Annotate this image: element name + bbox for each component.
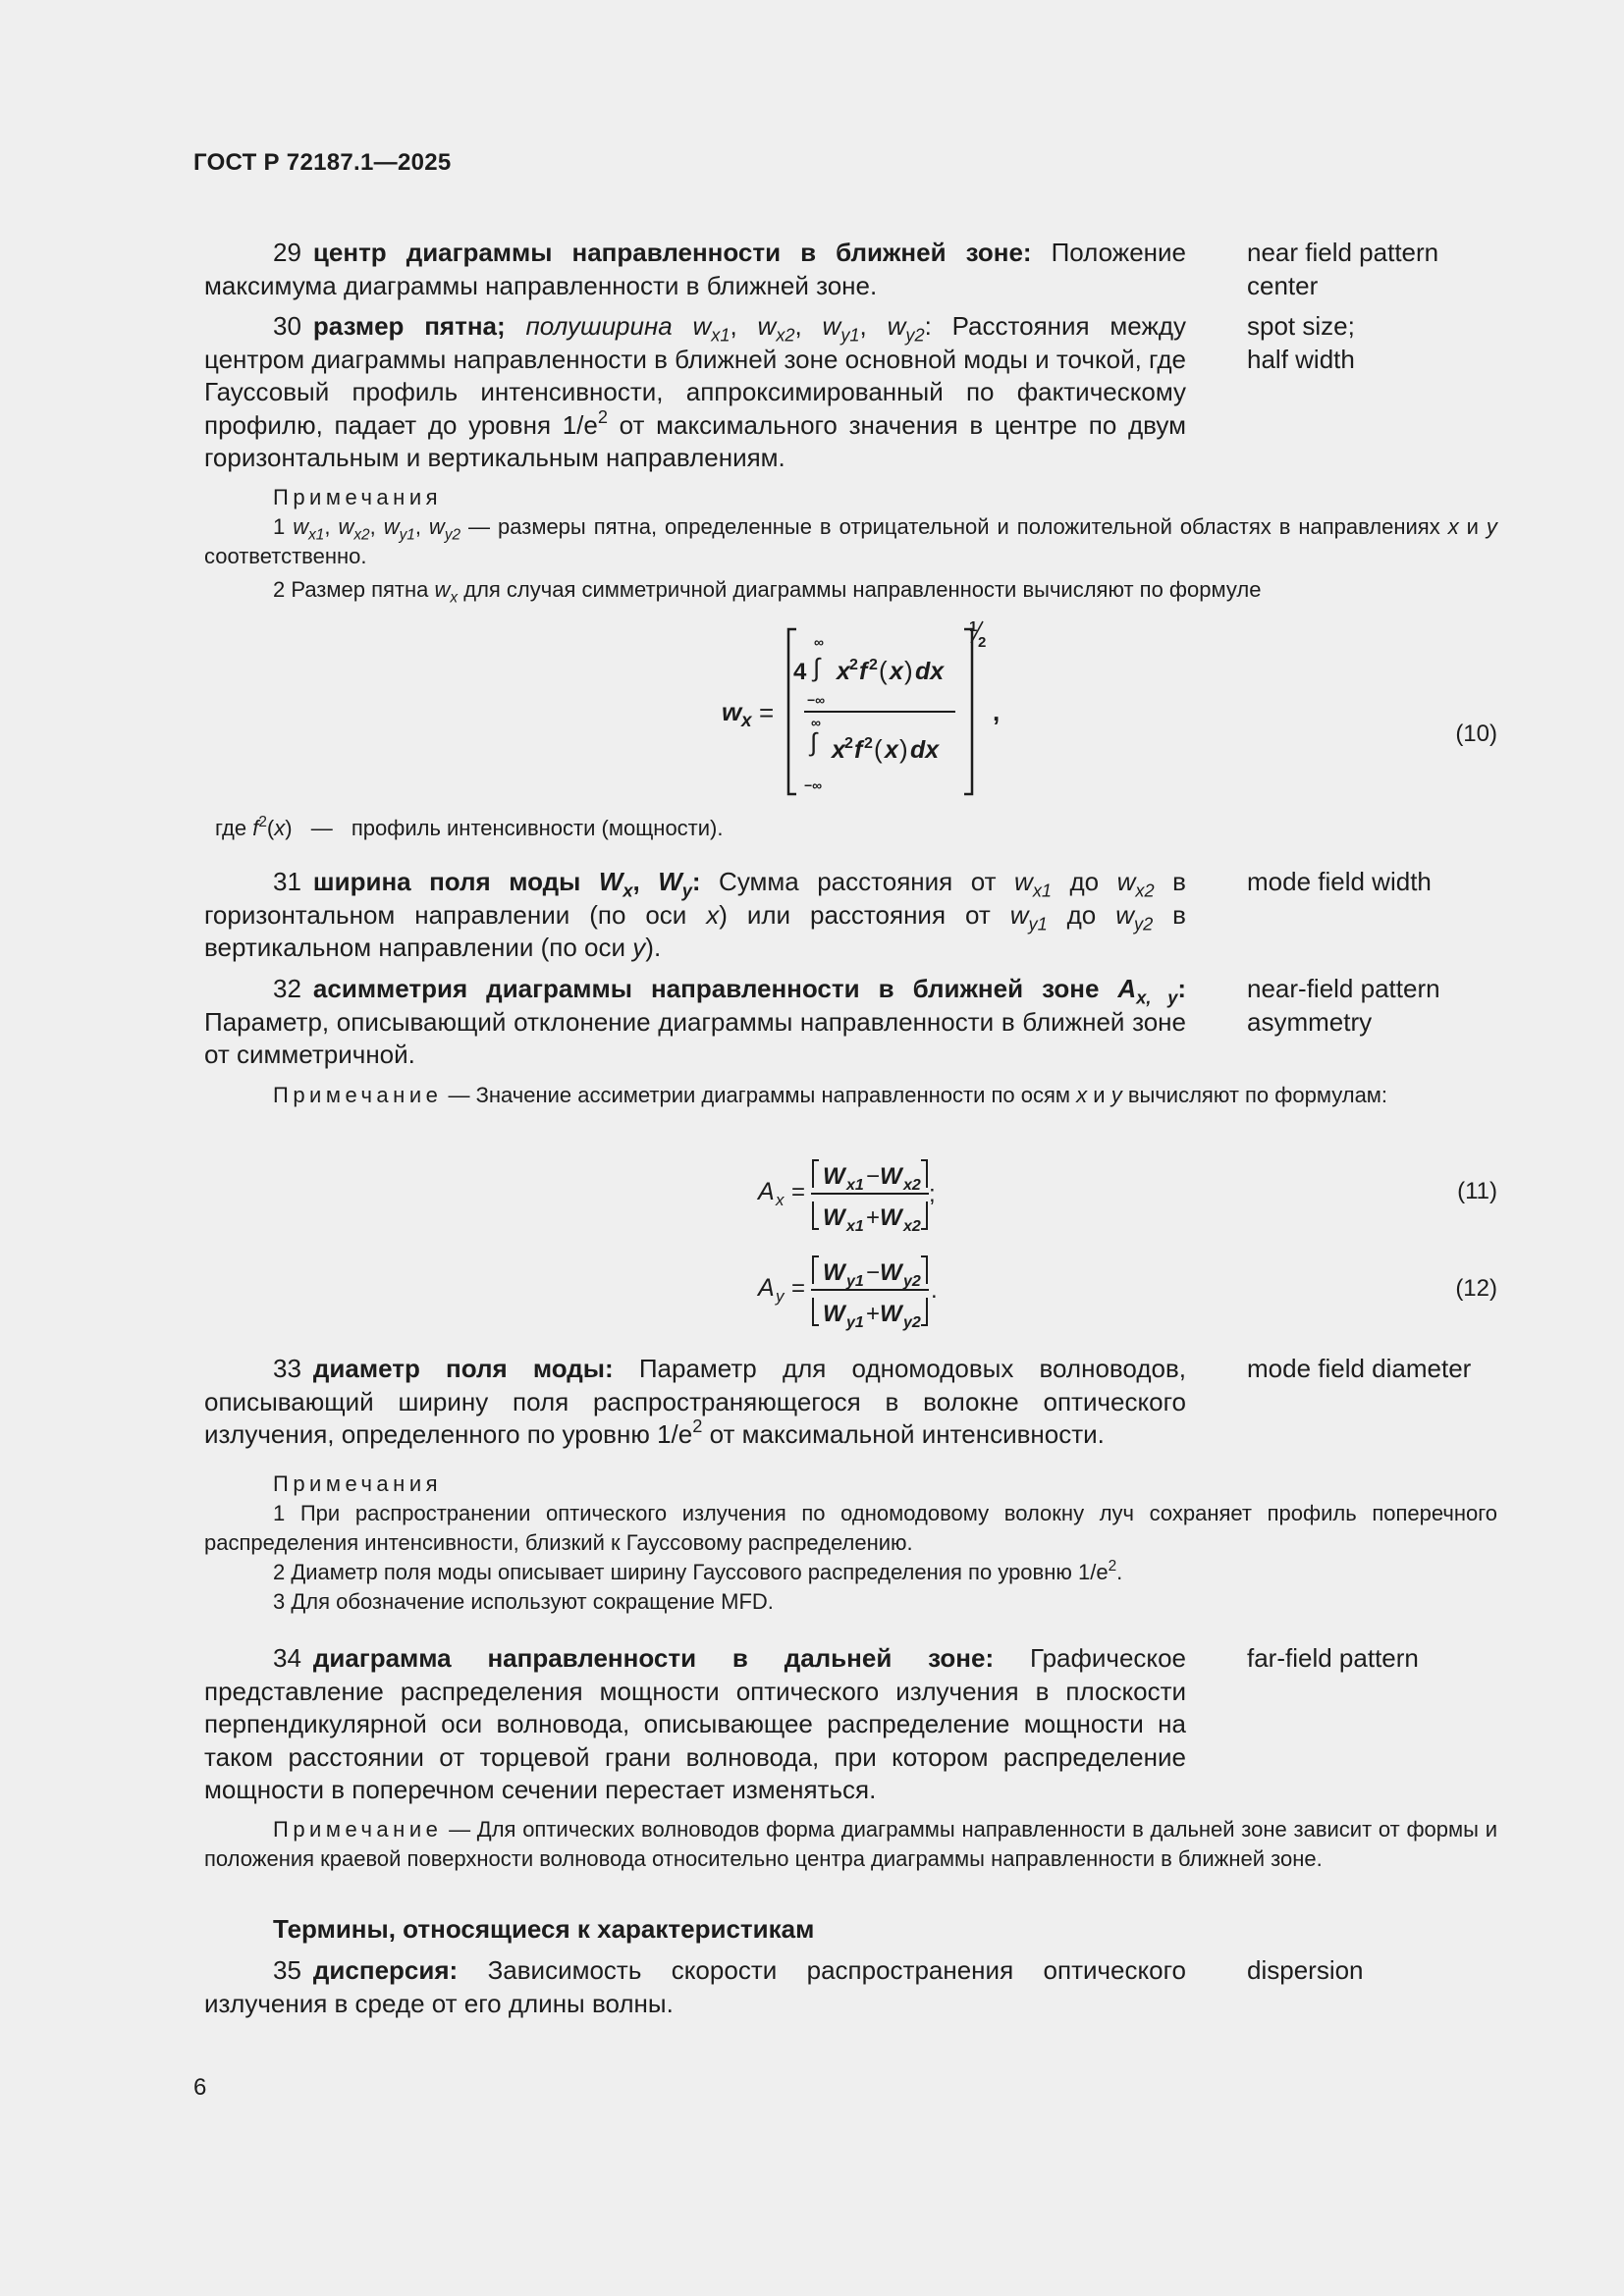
term-definition: Расстояния между центром диаграммы направленности в ближней зоне основной моды и точкой, где Гауссовый профиль интенсивности, аппроксимированный по фактическому профилю, падает до уровня 1/e: [204, 311, 1187, 440]
term-35: 35 дисперсия: Зависимость скорости распространения оптического излучения в среде от его длины волны.: [204, 1955, 1186, 2018]
svg-text:W: W: [823, 1163, 845, 1190]
svg-text:A: A: [758, 1274, 775, 1302]
svg-text:W: W: [880, 1163, 902, 1190]
svg-text:=: =: [791, 1179, 806, 1205]
term-33: 33 диаметр поля моды: Параметр для одномодовых волноводов, описывающий ширину поля распространяющегося в волокне оптического излучения, определенного по уровню $1/e^2$ от максимальной интенсивности.: [204, 1354, 1186, 1449]
svg-text:∫: ∫: [813, 653, 821, 682]
svg-text:x1: x1: [846, 1218, 864, 1235]
svg-text:W: W: [880, 1301, 902, 1327]
formula-11: [754, 1148, 990, 1237]
term-number: 32: [273, 974, 301, 1003]
svg-text:1: 1: [969, 618, 978, 635]
term-title: диаграмма направленности в дальней зоне:: [312, 1643, 995, 1673]
svg-text:x2: x2: [903, 1177, 921, 1194]
svg-text:x: x: [832, 736, 845, 764]
svg-text:A: A: [758, 1178, 775, 1205]
term-title: размер пятна;: [312, 311, 506, 341]
equation-number-11: (11): [1457, 1178, 1497, 1204]
note-32: Примечание — Значение ассиметрии диаграммы направленности по осям x и y вычисляют по формулам:: [273, 1083, 1388, 1107]
term-title: асимметрия диаграммы направленности в ближней зоне: [312, 974, 1100, 1003]
svg-text:∞: ∞: [811, 715, 821, 730]
term-30-english: spot size; half width: [1247, 311, 1355, 374]
page-number: 6: [193, 2074, 207, 2101]
note-34: Примечание — Для оптических волноводов форма диаграммы направленности в дальней зоне зависит от формы и положения краевой поверхности волновода относительно центра диаграммы направленности в ближней зоне.: [204, 1817, 1497, 1871]
term-32: 32 асимметрия диаграммы направленности в ближней зоне $A_{x, y}$: Параметр, описывающий отклонение диаграммы направленности в ближней зоне от симметричной.: [204, 974, 1186, 1069]
svg-text:2: 2: [869, 657, 878, 673]
term-32-english: near-field pattern asymmetry: [1247, 974, 1440, 1037]
svg-text:=: =: [759, 698, 775, 727]
svg-text:+: +: [866, 1204, 881, 1231]
svg-text:,: ,: [993, 697, 1001, 726]
svg-text:−: −: [866, 1163, 881, 1190]
svg-text:y2: y2: [903, 1273, 921, 1290]
svg-text:+: +: [866, 1301, 881, 1327]
svg-text:): ): [904, 656, 913, 685]
term-31-english: mode field width: [1247, 867, 1432, 896]
section-title: Термины, относящиеся к характеристикам: [273, 1914, 815, 1944]
svg-text:−∞: −∞: [804, 777, 823, 793]
term-synonym: полуширина: [525, 311, 673, 341]
term-34-english: far-field pattern: [1247, 1643, 1419, 1673]
svg-text:W: W: [880, 1204, 902, 1231]
svg-text:W: W: [823, 1259, 845, 1286]
term-number: 33: [273, 1354, 301, 1383]
equation-number-12: (12): [1455, 1275, 1497, 1302]
term-number: 31: [273, 867, 301, 896]
term-30: 30 размер пятна; полуширина $w_{x1}$, $w_{x2}$, $w_{y1}$, $w_{y2}$: Расстояния между центром диаграммы направленности в ближней зоне основной моды и точкой, где Гауссовый профиль интенсивности, аппроксимированный по фактическому профилю, падает до уровня $1/e^2$ от максимального значения в центре по двум горизонтальным и вертикальным направлениям.: [204, 311, 1187, 472]
svg-text:2: 2: [849, 657, 858, 673]
svg-text:y2: y2: [903, 1314, 921, 1331]
svg-text:y1: y1: [846, 1273, 864, 1290]
term-35-english: dispersion: [1247, 1955, 1364, 1985]
svg-text:x2: x2: [903, 1218, 921, 1235]
term-33-english: mode field diameter: [1247, 1354, 1472, 1383]
svg-text:2: 2: [844, 735, 853, 752]
svg-text:4: 4: [793, 659, 807, 685]
svg-text:x1: x1: [846, 1177, 864, 1194]
term-title: центр диаграммы направленности в ближней зоне:: [312, 238, 1032, 267]
equation-number-10: (10): [1455, 721, 1497, 747]
term-number: 35: [273, 1955, 301, 1985]
svg-text:): ): [899, 734, 908, 764]
term-title: дисперсия:: [312, 1955, 459, 1985]
term-34: 34 диаграмма направленности в дальней зоне: Графическое представление распределения мощности оптического излучения в плоскости перпендикулярной оси волновода, описывающее распределение мощности на таком расстоянии от торцевой грани волновода, при котором распределение мощности в поперечном сечении перестает изменяться.: [204, 1643, 1186, 1804]
term-definition: Положение максимума диаграммы направленности в ближней зоне.: [204, 238, 1186, 300]
formula-10: [712, 614, 1026, 810]
document-header: ГОСТ Р 72187.1—2025: [193, 149, 452, 176]
svg-text:(: (: [879, 656, 888, 685]
where-clause: где $f^2(x)$ — профиль интенсивности (мощности).: [215, 813, 724, 840]
svg-text:W: W: [823, 1204, 845, 1231]
term-31: 31 ширина поля моды $W_x$, $W_y$: Сумма расстояния от $w_{x1}$ до $w_{x2}$ в горизонтальном направлении (по оси x) или расстояния от $w_{y1}$ до $w_{y2}$ в вертикальном направлении (по оси y).: [204, 867, 1186, 962]
svg-text:W: W: [823, 1301, 845, 1327]
term-29: [204, 237, 1186, 302]
svg-text:∞: ∞: [814, 634, 824, 650]
svg-text:W: W: [880, 1259, 902, 1286]
notes-30: Примечания 1 $w_{x1}$, $w_{x2}$, $w_{y1}$, $w_{y2}$ — размеры пятна, определенные в отрицательной и положительной областях в направлениях x и y соответственно. 2 Размер пятна $w_x$ для случая симметричной диаграммы направленности вычисляют по формуле: [204, 485, 1497, 607]
svg-text:x: x: [837, 658, 850, 685]
svg-text:x: x: [890, 658, 903, 685]
term-number: 29: [273, 238, 301, 267]
notes-33: Примечания 1 При распространении оптического излучения по одномодовому волокну луч сохраняет профиль поперечного распределения интенсивности, близкий к Гауссовому распределению. 2 Диаметр поля моды описывает ширину Гауссового распределения по уровню $1/e^2$. 3 Для обозначение используют сокращение MFD.: [204, 1471, 1497, 1614]
svg-text:;: ;: [929, 1181, 936, 1207]
formula-12: [754, 1245, 990, 1333]
svg-text:y1: y1: [846, 1314, 864, 1331]
svg-text:2: 2: [864, 735, 873, 752]
term-number: 30: [273, 311, 301, 341]
term-29-english: near field pattern center: [1247, 238, 1439, 300]
svg-text:dx: dx: [910, 736, 940, 764]
svg-text:(: (: [874, 734, 883, 764]
svg-text:2: 2: [978, 634, 987, 651]
svg-text:.: .: [931, 1277, 938, 1304]
notes-heading: Примечания: [273, 485, 443, 509]
term-title: ширина поля моды: [312, 867, 581, 896]
svg-text:∫: ∫: [810, 727, 818, 757]
svg-text:w: w: [722, 697, 742, 726]
svg-text:−: −: [866, 1259, 881, 1286]
svg-text:x: x: [741, 711, 752, 731]
term-number: 34: [273, 1643, 301, 1673]
svg-text:f: f: [859, 658, 868, 685]
svg-text:x: x: [776, 1191, 785, 1209]
svg-text:dx: dx: [915, 658, 945, 685]
svg-text:=: =: [791, 1275, 806, 1302]
svg-text:−∞: −∞: [807, 692, 826, 708]
term-title: диаметр поля моды:: [312, 1354, 614, 1383]
svg-text:x: x: [885, 736, 898, 764]
svg-text:y: y: [776, 1287, 785, 1306]
svg-text:f: f: [854, 736, 863, 764]
